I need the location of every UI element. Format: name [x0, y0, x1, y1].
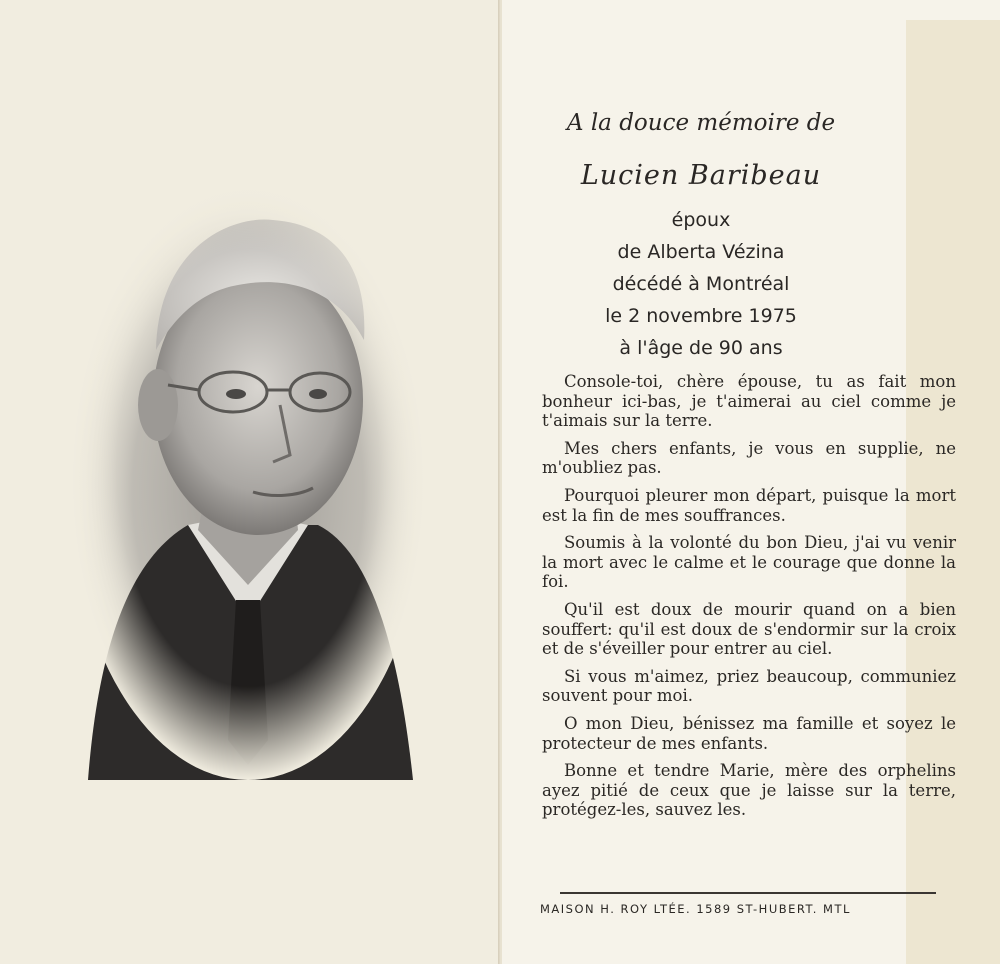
intro-line: A la douce mémoire de	[566, 110, 836, 136]
detail-line: décédé à Montréal	[612, 273, 790, 295]
verse-paragraph: O mon Dieu, bénissez ma famille et soyez le protecteur de mes enfants.	[542, 713, 956, 753]
verse-paragraph: Pourquoi pleurer mon départ, puisque la mort est la fin de mes souffrances.	[542, 485, 956, 525]
detail-line: de Alberta Vézina	[617, 241, 785, 263]
detail-line: époux	[671, 209, 731, 231]
verse-paragraph: Si vous m'aimez, priez beaucoup, communiez souvent pour moi.	[542, 666, 956, 706]
verse-paragraph: Qu'il est doux de mourir quand on a bien souffert: qu'il est doux de s'endormir sur la croix et de s'éveiller pour entrer au ciel.	[542, 599, 956, 659]
verse-paragraph: Soumis à la volonté du bon Dieu, j'ai vu venir la mort avec le calme et le courage que donne la foi.	[542, 533, 956, 592]
verses-block	[542, 372, 956, 828]
footer-rule	[560, 892, 936, 894]
deceased-details	[502, 204, 900, 364]
verse-paragraph: Mes chers enfants, je vous en supplie, ne m'oubliez pas.	[542, 438, 956, 478]
deceased-name: Lucien Baribeau	[580, 160, 822, 191]
printer-credit: MAISON H. ROY LTÉE. 1589 ST-HUBERT. MTL	[540, 902, 851, 916]
verse-paragraph: Bonne et tendre Marie, mère des orphelins ayez pitié de ceux que je laisse sur la terre, protégez-les, sauvez les.	[542, 761, 956, 820]
portrait-photo	[68, 180, 428, 780]
verse-paragraph: Console-toi, chère épouse, tu as fait mon bonheur ici-bas, je t'aimerai au ciel comme je t'aimais sur la terre.	[542, 372, 956, 431]
detail-line: à l'âge de 90 ans	[619, 337, 783, 359]
detail-line: le 2 novembre 1975	[605, 305, 797, 327]
